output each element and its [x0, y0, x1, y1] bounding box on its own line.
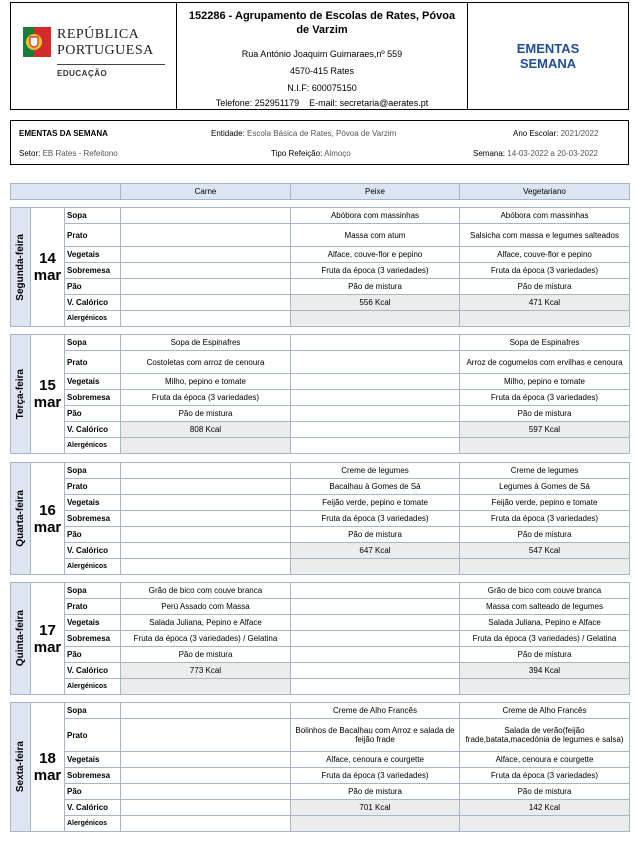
semana-field [473, 149, 598, 158]
day-block [10, 207, 630, 327]
menu-row [11, 406, 630, 422]
row-label: V. Calórico [65, 295, 121, 311]
day-block [10, 702, 630, 832]
menu-cell-carne [121, 543, 291, 559]
menu-cell-vegetariano: Arroz de cogumelos com ervilhas e cenoura [460, 351, 630, 374]
menu-cell-vegetariano: Alface, couve-flor e pepino [460, 247, 630, 263]
menu-cell-vegetariano: Sopa de Espinafres [460, 335, 630, 351]
menu-cell-carne: Fruta da época (3 variedades) [121, 390, 291, 406]
column-header-table [10, 183, 630, 200]
menu-cell-vegetariano: Pão de mistura [460, 279, 630, 295]
row-label: Alergénicos [65, 679, 121, 695]
menu-row [11, 784, 630, 800]
menu-cell-carne [121, 719, 291, 752]
entidade-value: Escola Básica de Rates, Póvoa de Varzim [247, 129, 397, 138]
tipo-field [271, 149, 351, 158]
menu-cell-carne: Costoletas com arroz de cenoura [121, 351, 291, 374]
school-nif: N.I.F: 600075150 [287, 83, 357, 93]
day-month: mar [33, 267, 62, 284]
row-label: Vegetais [65, 495, 121, 511]
day-name: Sexta-feira [15, 741, 26, 793]
menu-cell-vegetariano: Creme de Alho Francês [460, 703, 630, 719]
menu-cell-vegetariano: Salada Juliana, Pepino e Alface [460, 615, 630, 631]
day-date-cell [31, 583, 65, 695]
day-number: 17 [39, 621, 56, 639]
document-header [10, 2, 629, 110]
logo-line-1: REPÚBLICA [57, 27, 140, 42]
row-label: Sobremesa [65, 390, 121, 406]
day-name-cell [11, 703, 31, 832]
menu-cell-peixe: 701 Kcal [291, 800, 460, 816]
menu-row [11, 438, 630, 454]
row-label: Alergénicos [65, 438, 121, 454]
row-label: V. Calórico [65, 800, 121, 816]
menu-cell-peixe: Pão de mistura [291, 279, 460, 295]
document-title-line-1: EMENTAS [516, 41, 580, 56]
menu-cell-vegetariano: Fruta da época (3 variedades) / Gelatina [460, 631, 630, 647]
menu-row [11, 463, 630, 479]
menu-row [11, 390, 630, 406]
menu-cell-vegetariano [460, 311, 630, 327]
menu-cell-carne [121, 800, 291, 816]
menu-row [11, 559, 630, 575]
menu-cell-vegetariano [460, 816, 630, 832]
menu-cell-vegetariano: Salsicha com massa e legumes salteados [460, 224, 630, 247]
school-phone: Telefone: 252951179 [215, 98, 300, 108]
menu-cell-carne: Sopa de Espinafres [121, 335, 291, 351]
day-name: Segunda-feira [15, 233, 26, 301]
menu-cell-peixe [291, 374, 460, 390]
row-label: V. Calórico [65, 663, 121, 679]
day-number: 16 [39, 501, 56, 519]
tipo-value: Almoço [324, 149, 351, 158]
menu-cell-vegetariano: Salada de verão(feijão frade,batata,macedónia de legumes e salsa) [460, 719, 630, 752]
menu-cell-vegetariano: Creme de legumes [460, 463, 630, 479]
menu-row [11, 527, 630, 543]
day-name-cell [11, 583, 31, 695]
menu-row [11, 752, 630, 768]
ano-label: Ano Escolar: [513, 129, 559, 138]
menu-cell-carne [121, 311, 291, 327]
menu-cell-vegetariano: Pão de mistura [460, 406, 630, 422]
day-date-cell [31, 208, 65, 327]
menu-cell-vegetariano: Milho, pepino e tomate [460, 374, 630, 390]
menu-cell-peixe [291, 422, 460, 438]
menu-cell-peixe: Bolinhos de Bacalhau com Arroz e salada de feijão frade [291, 719, 460, 752]
setor-value: EB Rates - Refeitono [42, 149, 118, 158]
menu-row [11, 663, 630, 679]
menu-cell-peixe: Alface, couve-flor e pepino [291, 247, 460, 263]
menu-row [11, 335, 630, 351]
menu-cell-vegetariano: Pão de mistura [460, 527, 630, 543]
ano-value: 2021/2022 [560, 129, 599, 138]
menu-row [11, 703, 630, 719]
menu-cell-peixe: Creme de Alho Francês [291, 703, 460, 719]
row-label: Sopa [65, 463, 121, 479]
day-month: mar [33, 767, 62, 784]
menu-cell-peixe [291, 647, 460, 663]
menu-cell-peixe [291, 583, 460, 599]
menu-cell-carne: Perú Assado com Massa [121, 599, 291, 615]
menu-cell-carne [121, 768, 291, 784]
semana-value: 14-03-2022 a 20-03-2022 [507, 149, 599, 158]
menu-row [11, 224, 630, 247]
menu-cell-peixe [291, 631, 460, 647]
menu-cell-vegetariano: Pão de mistura [460, 784, 630, 800]
day-date-cell [31, 703, 65, 832]
menu-cell-carne [121, 224, 291, 247]
menu-cell-carne: Grão de bico com couve branca [121, 583, 291, 599]
menu-cell-vegetariano: Massa com salteado de legumes [460, 599, 630, 615]
tipo-label: Tipo Refeição: [271, 149, 323, 158]
menu-cell-vegetariano: Fruta da época (3 variedades) [460, 511, 630, 527]
menu-cell-carne [121, 784, 291, 800]
menu-row [11, 279, 630, 295]
menu-row [11, 479, 630, 495]
menu-row [11, 495, 630, 511]
menu-cell-vegetariano: Pão de mistura [460, 647, 630, 663]
menu-cell-vegetariano: Alface, cenoura e courgette [460, 752, 630, 768]
menu-cell-peixe [291, 663, 460, 679]
menu-cell-vegetariano: Fruta da época (3 variedades) [460, 263, 630, 279]
menu-cell-peixe: Feijão verde, pepino e tomate [291, 495, 460, 511]
menu-cell-peixe: Fruta da época (3 variedades) [291, 511, 460, 527]
menu-cell-peixe [291, 438, 460, 454]
column-header: Vegetariano [460, 184, 630, 200]
menu-row [11, 599, 630, 615]
school-info [177, 3, 468, 109]
menu-row [11, 647, 630, 663]
row-label: Sopa [65, 703, 121, 719]
menu-row [11, 800, 630, 816]
menu-row [11, 351, 630, 374]
row-label: Pão [65, 279, 121, 295]
row-label: Prato [65, 224, 121, 247]
menu-cell-peixe [291, 559, 460, 575]
menu-cell-carne: Fruta da época (3 variedades) / Gelatina [121, 631, 291, 647]
menu-row [11, 719, 630, 752]
row-label: Prato [65, 599, 121, 615]
menu-cell-peixe: Alface, cenoura e courgette [291, 752, 460, 768]
row-label: Vegetais [65, 374, 121, 390]
day-name-cell [11, 463, 31, 575]
menu-cell-carne [121, 495, 291, 511]
menu-cell-vegetariano: Grão de bico com couve branca [460, 583, 630, 599]
row-label: Vegetais [65, 752, 121, 768]
school-name: 152286 - Agrupamento de Escolas de Rates, Póvoa de Varzim [188, 10, 456, 36]
menu-row [11, 511, 630, 527]
menu-cell-vegetariano: Fruta da época (3 variedades) [460, 390, 630, 406]
entidade-field [211, 129, 396, 138]
menu-cell-peixe: Creme de legumes [291, 463, 460, 479]
menu-cell-carne [121, 279, 291, 295]
menu-cell-vegetariano: 142 Kcal [460, 800, 630, 816]
menu-cell-peixe [291, 406, 460, 422]
day-name-cell [11, 335, 31, 454]
day-number: 15 [39, 377, 56, 394]
menu-cell-vegetariano [460, 679, 630, 695]
row-label: Pão [65, 647, 121, 663]
menu-cell-vegetariano: Fruta da época (3 variedades) [460, 768, 630, 784]
menu-row [11, 631, 630, 647]
menu-cell-vegetariano: Legumes à Gomes de Sá [460, 479, 630, 495]
logo-divider [57, 64, 165, 65]
day-block [10, 334, 630, 454]
menu-row [11, 583, 630, 599]
menu-cell-carne [121, 679, 291, 695]
school-contact [177, 98, 467, 108]
logo-line-3: EDUCAÇÃO [57, 69, 108, 78]
menu-cell-peixe: Bacalhau à Gomes de Sá [291, 479, 460, 495]
day-name: Terça-feira [15, 368, 26, 420]
logo-line-2: PORTUGUESA [57, 43, 154, 58]
row-label: Vegetais [65, 247, 121, 263]
menu-cell-vegetariano: 597 Kcal [460, 422, 630, 438]
menu-row [11, 247, 630, 263]
menu-info-box [10, 120, 629, 165]
row-label: Sobremesa [65, 511, 121, 527]
school-address: Rua António Joaquim Guimaraes,nº 559 [241, 49, 403, 59]
day-month: mar [33, 638, 62, 656]
row-label: Alergénicos [65, 311, 121, 327]
menu-row [11, 816, 630, 832]
row-label: Prato [65, 719, 121, 752]
day-month: mar [33, 394, 62, 411]
row-label: Alergénicos [65, 559, 121, 575]
row-label: Sopa [65, 583, 121, 599]
row-label: Pão [65, 527, 121, 543]
menu-cell-vegetariano: Feijão verde, pepino e tomate [460, 495, 630, 511]
row-label: Pão [65, 406, 121, 422]
day-number: 14 [39, 250, 56, 267]
day-number: 18 [39, 750, 56, 767]
menu-cell-peixe: Massa com atum [291, 224, 460, 247]
row-label: Sobremesa [65, 768, 121, 784]
menu-row [11, 615, 630, 631]
menu-cell-carne: Milho, pepino e tomate [121, 374, 291, 390]
row-label: Sopa [65, 335, 121, 351]
menu-cell-peixe: Fruta da época (3 variedades) [291, 768, 460, 784]
info-title: EMENTAS DA SEMANA [19, 129, 108, 138]
row-label: Prato [65, 479, 121, 495]
entidade-label: Entidade: [211, 129, 245, 138]
day-name: Quarta-feira [15, 490, 26, 547]
menu-row [11, 543, 630, 559]
menu-cell-peixe: 647 Kcal [291, 543, 460, 559]
day-date-cell [31, 463, 65, 575]
menu-row [11, 263, 630, 279]
menu-cell-carne: Pão de mistura [121, 406, 291, 422]
day-block [10, 462, 630, 575]
school-email: E-mail: secretaria@aerates.pt [309, 98, 429, 108]
menu-cell-peixe: 556 Kcal [291, 295, 460, 311]
row-label: Pão [65, 784, 121, 800]
row-label: V. Calórico [65, 422, 121, 438]
menu-cell-peixe: Fruta da época (3 variedades) [291, 263, 460, 279]
day-name-cell [11, 208, 31, 327]
menu-row [11, 422, 630, 438]
day-month: mar [33, 518, 62, 536]
menu-cell-vegetariano [460, 559, 630, 575]
menu-cell-peixe: Pão de mistura [291, 527, 460, 543]
menu-cell-carne [121, 263, 291, 279]
menu-cell-carne [121, 559, 291, 575]
menu-cell-carne [121, 247, 291, 263]
row-label: Prato [65, 351, 121, 374]
column-header: Carne [121, 184, 291, 200]
day-block [10, 582, 630, 695]
ano-field [513, 129, 598, 138]
document-title [468, 3, 628, 109]
row-label: Vegetais [65, 615, 121, 631]
menu-cell-carne: Salada Juliana, Pepino e Alface [121, 615, 291, 631]
menu-cell-carne [121, 703, 291, 719]
menu-cell-carne [121, 816, 291, 832]
menu-cell-peixe [291, 615, 460, 631]
republic-logo [11, 3, 177, 109]
menu-cell-carne [121, 752, 291, 768]
menu-cell-carne [121, 511, 291, 527]
menu-cell-vegetariano: 471 Kcal [460, 295, 630, 311]
header-corner [11, 184, 121, 200]
menu-cell-carne [121, 438, 291, 454]
menu-cell-vegetariano: Abóbora com massinhas [460, 208, 630, 224]
menu-row [11, 295, 630, 311]
menu-row [11, 679, 630, 695]
menu-row [11, 311, 630, 327]
menu-cell-carne: 808 Kcal [121, 422, 291, 438]
menu-cell-peixe [291, 390, 460, 406]
menu-cell-peixe [291, 816, 460, 832]
menu-cell-carne [121, 479, 291, 495]
menu-cell-peixe: Pão de mistura [291, 784, 460, 800]
menu-cell-carne: 773 Kcal [121, 663, 291, 679]
setor-field [19, 149, 118, 158]
menu-cell-carne [121, 295, 291, 311]
row-label: V. Calórico [65, 543, 121, 559]
menu-cell-peixe [291, 599, 460, 615]
menu-cell-carne: Pão de mistura [121, 647, 291, 663]
menu-row [11, 374, 630, 390]
menu-cell-peixe [291, 679, 460, 695]
coat-of-arms-icon [23, 27, 51, 57]
menu-cell-vegetariano [460, 438, 630, 454]
day-name: Quinta-feira [15, 610, 26, 667]
row-label: Sobremesa [65, 263, 121, 279]
document-title-line-2: SEMANA [519, 56, 577, 71]
menu-cell-carne [121, 463, 291, 479]
row-label: Sopa [65, 208, 121, 224]
menu-row [11, 208, 630, 224]
column-header: Peixe [291, 184, 460, 200]
menu-cell-vegetariano: 394 Kcal [460, 663, 630, 679]
row-label: Sobremesa [65, 631, 121, 647]
menu-row [11, 768, 630, 784]
menu-cell-peixe [291, 335, 460, 351]
menu-cell-carne [121, 208, 291, 224]
school-postal: 4570-415 Rates [289, 66, 355, 76]
day-date-cell [31, 335, 65, 454]
menu-cell-vegetariano: 547 Kcal [460, 543, 630, 559]
menu-cell-carne [121, 527, 291, 543]
setor-label: Setor: [19, 149, 41, 158]
menu-cell-peixe [291, 311, 460, 327]
menu-cell-peixe [291, 351, 460, 374]
semana-label: Semana: [473, 149, 506, 158]
menu-cell-peixe: Abóbora com massinhas [291, 208, 460, 224]
row-label: Alergénicos [65, 816, 121, 832]
